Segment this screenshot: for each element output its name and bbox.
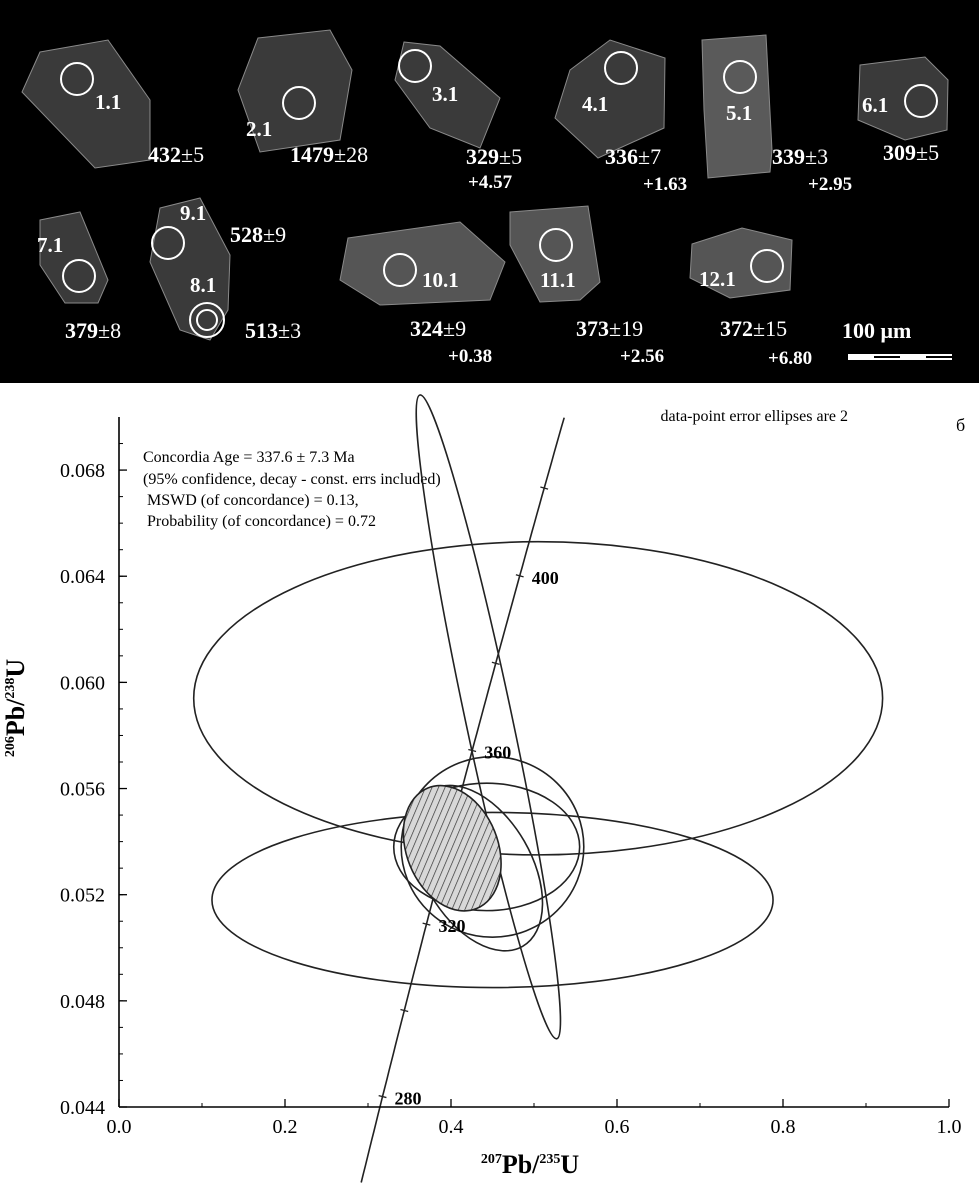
- annotation-line: (95% confidence, decay - const. errs included): [143, 471, 441, 488]
- grain-id-label: 12.1: [699, 267, 736, 291]
- grain-discordance-label: +6.80: [768, 348, 813, 369]
- y-tick-label: 0.048: [60, 990, 105, 1013]
- grain-age-label: 513±3: [245, 318, 302, 343]
- grain-age-label: 379±8: [65, 318, 122, 343]
- x-tick-label: 0.2: [272, 1116, 298, 1138]
- grain-id-label: 4.1: [582, 92, 609, 116]
- y-tick-label: 0.056: [60, 778, 105, 801]
- x-tick-label: 0.4: [438, 1116, 464, 1138]
- y-tick-label: 0.052: [60, 884, 105, 907]
- grain-id-label: 1.1: [95, 90, 122, 114]
- y-tick-label: 0.044: [60, 1097, 105, 1119]
- grain-age-label: 309±5: [883, 140, 940, 165]
- grain-discordance-label: +0.38: [448, 346, 493, 367]
- annotation-box: [143, 449, 441, 530]
- grain-id-label: 6.1: [862, 93, 889, 117]
- y-tick-label: 0.060: [60, 672, 105, 695]
- annotation-line: MSWD (of concordance) = 0.13,: [143, 492, 359, 509]
- grain-age-label: 336±7: [605, 144, 662, 169]
- panel-letter-b: б: [956, 415, 966, 435]
- annotation-line: Concordia Age = 337.6 ± 7.3 Ma: [143, 449, 355, 466]
- grain-age-label: 339±3: [772, 144, 829, 169]
- plot-marks: [194, 390, 883, 1182]
- data-error-ellipse: [397, 390, 579, 1043]
- grain-id-label: 9.1: [180, 201, 207, 225]
- concordia-age-label: 320: [438, 916, 466, 937]
- grain-id-label: 2.1: [246, 117, 273, 141]
- grain-age-label: 1479±28: [290, 142, 369, 167]
- concordia-age-ellipse: [386, 771, 519, 926]
- grain-age-label: 432±5: [148, 142, 205, 167]
- concordia-age-label: 360: [484, 742, 512, 763]
- grain-discordance-label: +2.56: [620, 346, 665, 367]
- grain-discordance-label: +1.63: [643, 174, 688, 195]
- grain-id-label: 7.1: [37, 233, 64, 257]
- grain-1-1: [22, 40, 150, 168]
- scale-bar-label: 100 μm: [842, 318, 912, 343]
- y-tick-label: 0.068: [60, 460, 105, 483]
- ellipse-note: data-point error ellipses are 2: [660, 408, 848, 425]
- x-tick-label: 0.6: [604, 1116, 630, 1138]
- x-tick-label: 0.0: [106, 1116, 132, 1138]
- grain-discordance-label: +2.95: [808, 174, 853, 195]
- panel-letter-a: a: [970, 0, 976, 9]
- grain-id-label: 3.1: [432, 82, 459, 106]
- y-tick-label: 0.064: [60, 566, 105, 589]
- grain-age-label: 528±9: [230, 222, 287, 247]
- grain-id-label: 8.1: [190, 273, 217, 297]
- grain-age-label: 373±19: [576, 316, 644, 341]
- y-axis-label: $^{206}$Pb/$^{238}$U: [1, 658, 30, 758]
- grain-id-label: 11.1: [540, 268, 576, 292]
- grain-id-label: 5.1: [726, 101, 753, 125]
- concordia-age-label: 280: [394, 1088, 422, 1109]
- x-tick-label: 0.8: [770, 1116, 796, 1138]
- annotation-line: Probability (of concordance) = 0.72: [143, 513, 376, 530]
- grain-discordance-label: +4.57: [468, 172, 513, 193]
- cl-image-panel: [0, 0, 979, 383]
- x-tick-label: 1.0: [936, 1116, 962, 1138]
- grain-id-label: 10.1: [422, 268, 459, 292]
- scale-bar: [848, 354, 952, 360]
- concordia-age-label: 400: [531, 567, 559, 588]
- grain-age-label: 329±5: [466, 144, 523, 169]
- data-error-ellipse: [194, 542, 883, 855]
- grain-age-label: 372±15: [720, 316, 788, 341]
- concordia-plot: [0, 383, 979, 1183]
- grain-age-label: 324±9: [410, 316, 467, 341]
- x-axis-label: $^{207}$Pb/$^{235}$U: [480, 1150, 580, 1179]
